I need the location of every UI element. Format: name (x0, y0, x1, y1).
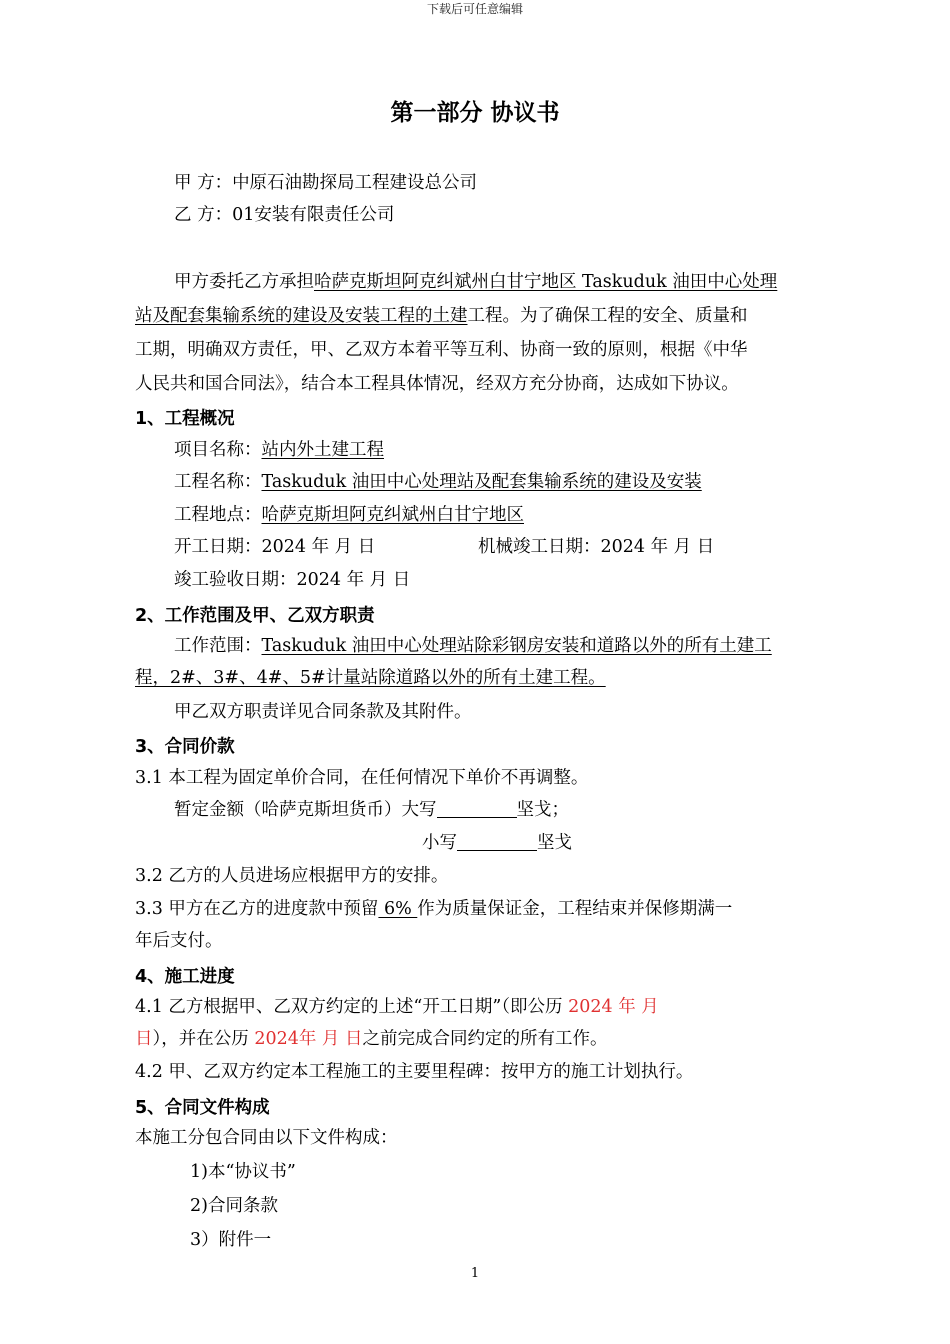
work-site: 工程地点：哈萨克斯坦阿克纠斌州白甘宁地区 (174, 505, 524, 525)
section-4-heading: 4、施工进度 (135, 967, 235, 987)
page-header: 下载后可任意编辑 (426, 2, 523, 16)
party-b: 乙 方：01安装有限责任公司 (174, 205, 395, 225)
clause-4-2: 4.2 甲、乙双方约定本工程施工的主要里程碑：按甲方的施工计划执行。 (135, 1062, 694, 1082)
amount-lowercase: 小写 坚戈 (422, 833, 572, 853)
mechanical-completion-date: 机械竣工日期：2024 年 月 日 (478, 537, 715, 557)
party-a: 甲 方：中原石油勘探局工程建设总公司 (174, 173, 478, 193)
clause-3-3: 3.3 甲方在乙方的进度款中预留 6% 作为质量保证金，工程结束并保修期满一 (135, 899, 733, 919)
clause-4-1: 4.1 乙方根据甲、乙双方约定的上述“开工日期”（即公历 2024 年 月 (135, 997, 659, 1017)
section-2-heading: 2、工作范围及甲、乙双方职责 (135, 606, 375, 626)
intro-line-3: 工期，明确双方责任，甲、乙双方本着平等互利、协商一致的原则，根据《中华 (135, 340, 748, 360)
intro-line-1: 甲方委托乙方承担哈萨克斯坦阿克纠斌州白甘宁地区 Taskuduk 油田中心处理 (174, 272, 778, 292)
document-item: 2)合同条款 (190, 1196, 278, 1216)
section-5-heading: 5、合同文件构成 (135, 1098, 270, 1118)
amount-uppercase: 暂定金额（哈萨克斯坦货币）大写 坚戈； (174, 800, 569, 820)
work-name: 工程名称：Taskuduk 油田中心处理站及配套集输系统的建设及安装 (174, 472, 702, 492)
scope-line-1: 工作范围：Taskuduk 油田中心处理站除彩钢房安装和道路以外的所有土建工 (174, 636, 772, 656)
amount-lowercase-blank (457, 834, 537, 851)
clause-3-3-line-2: 年后支付。 (135, 931, 223, 951)
scope-line-2: 程，2#、3#、4#、5#计量站除道路以外的所有土建工程。 (135, 668, 606, 688)
amount-uppercase-blank (437, 801, 517, 818)
clause-3-1: 3.1 本工程为固定单价合同，在任何情况下单价不再调整。 (135, 768, 589, 788)
duties: 甲乙双方职责详见合同条款及其附件。 (174, 702, 472, 722)
start-date: 开工日期：2024 年 月 日 (174, 537, 376, 557)
document-item: 1)本“协议书” (190, 1162, 296, 1182)
section-3-heading: 3、合同价款 (135, 737, 235, 757)
page-number: 1 (470, 1266, 480, 1281)
document-item: 3）附件一 (190, 1230, 272, 1250)
intro-line-2: 站及配套集输系统的建设及安装工程的土建工程。为了确保工程的安全、质量和 (135, 306, 748, 326)
project-name: 项目名称：站内外土建工程 (174, 440, 384, 460)
clause-4-1-line-2: 日），并在公历 2024年 月 日之前完成合同约定的所有工作。 (135, 1029, 608, 1049)
acceptance-date: 竣工验收日期：2024 年 月 日 (174, 570, 411, 590)
section-1-heading: 1、工程概况 (135, 409, 235, 429)
page-title: 第一部分 协议书 (390, 100, 560, 126)
clause-3-2: 3.2 乙方的人员进场应根据甲方的安排。 (135, 866, 449, 886)
intro-line-4: 人民共和国合同法》，结合本工程具体情况，经双方充分协商，达成如下协议。 (135, 374, 739, 394)
documents-intro: 本施工分包合同由以下文件构成： (135, 1128, 398, 1148)
